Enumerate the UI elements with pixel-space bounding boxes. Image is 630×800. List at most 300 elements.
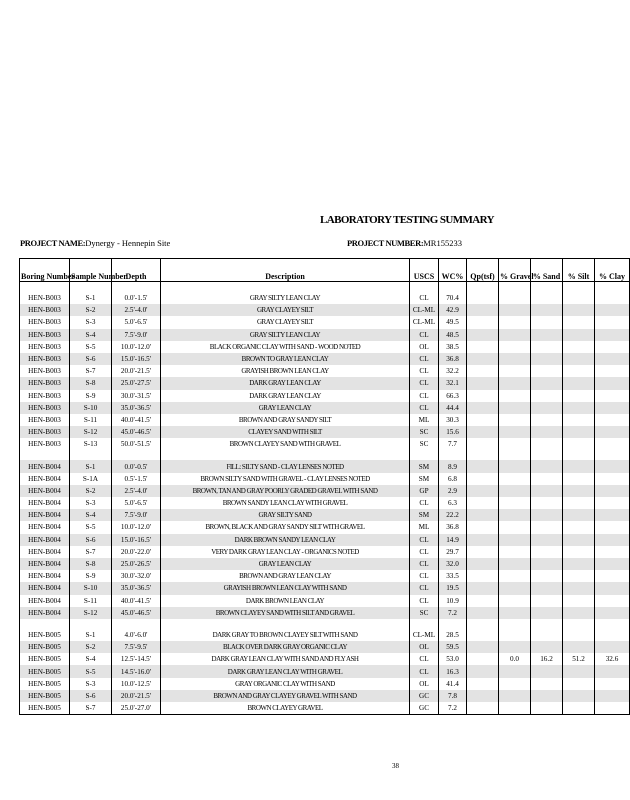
cell-uscs: CL bbox=[410, 329, 439, 341]
cell-gravel bbox=[499, 509, 531, 521]
cell-silt bbox=[563, 473, 595, 485]
cell-sand bbox=[531, 292, 563, 304]
cell-sand bbox=[531, 702, 563, 715]
cell-sand bbox=[531, 460, 563, 472]
cell-silt bbox=[563, 629, 595, 641]
cell-depth bbox=[112, 450, 161, 460]
cell-sand bbox=[531, 377, 563, 389]
cell-depth: 20.0'-22.0' bbox=[112, 546, 161, 558]
cell-uscs: ML bbox=[410, 414, 439, 426]
col-sand: % Sand bbox=[531, 259, 563, 282]
col-uscs: USCS bbox=[410, 259, 439, 282]
cell-qp bbox=[467, 390, 499, 402]
cell-uscs: CL bbox=[410, 595, 439, 607]
cell-silt bbox=[563, 607, 595, 619]
cell-uscs: OL bbox=[410, 341, 439, 353]
cell-gravel bbox=[499, 473, 531, 485]
cell-clay bbox=[595, 534, 630, 546]
cell-qp bbox=[467, 365, 499, 377]
cell-boring-number: HEN-B005 bbox=[20, 665, 70, 677]
cell-gravel bbox=[499, 341, 531, 353]
cell-depth: 2.5'-4.0' bbox=[112, 485, 161, 497]
table-row bbox=[20, 678, 630, 690]
col-wc: WC% bbox=[439, 259, 467, 282]
cell-boring-number bbox=[20, 619, 70, 629]
cell-description: GRAY SILTY SAND bbox=[161, 509, 410, 521]
cell-silt bbox=[563, 546, 595, 558]
table-header-row bbox=[20, 259, 630, 282]
cell-qp bbox=[467, 485, 499, 497]
cell-description: GRAY CLAYEY SILT bbox=[161, 304, 410, 316]
cell-sample-number: S-11 bbox=[70, 414, 112, 426]
cell-sand bbox=[531, 450, 563, 460]
cell-wc: 7.7 bbox=[439, 438, 467, 450]
cell-sample-number: S-7 bbox=[70, 365, 112, 377]
cell-gravel bbox=[499, 595, 531, 607]
cell-gravel bbox=[499, 304, 531, 316]
cell-wc bbox=[439, 282, 467, 293]
page-number: 38 bbox=[392, 762, 399, 770]
cell-boring-number: HEN-B003 bbox=[20, 426, 70, 438]
cell-description: DARK GRAY LEAN CLAY bbox=[161, 390, 410, 402]
cell-gravel bbox=[499, 460, 531, 472]
cell-gravel bbox=[499, 414, 531, 426]
cell-wc: 49.5 bbox=[439, 316, 467, 328]
table-row bbox=[20, 329, 630, 341]
cell-wc: 7.2 bbox=[439, 702, 467, 715]
cell-depth: 15.0'-16.5' bbox=[112, 534, 161, 546]
cell-wc: 10.9 bbox=[439, 595, 467, 607]
cell-wc: 70.4 bbox=[439, 292, 467, 304]
cell-wc: 6.8 bbox=[439, 473, 467, 485]
cell-boring-number: HEN-B003 bbox=[20, 353, 70, 365]
cell-depth: 35.0'-36.5' bbox=[112, 582, 161, 594]
cell-gravel bbox=[499, 292, 531, 304]
cell-sample-number: S-11 bbox=[70, 595, 112, 607]
cell-description bbox=[161, 282, 410, 293]
cell-wc: 33.5 bbox=[439, 570, 467, 582]
table-row bbox=[20, 426, 630, 438]
cell-depth: 30.0'-32.0' bbox=[112, 570, 161, 582]
cell-gravel bbox=[499, 690, 531, 702]
cell-depth: 25.0'-27.5' bbox=[112, 377, 161, 389]
cell-silt bbox=[563, 485, 595, 497]
cell-qp bbox=[467, 460, 499, 472]
cell-clay bbox=[595, 460, 630, 472]
cell-wc: 30.3 bbox=[439, 414, 467, 426]
cell-silt bbox=[563, 365, 595, 377]
cell-silt bbox=[563, 304, 595, 316]
cell-depth: 7.5'-9.5' bbox=[112, 641, 161, 653]
cell-depth: 25.0'-26.5' bbox=[112, 558, 161, 570]
cell-wc bbox=[439, 450, 467, 460]
cell-uscs: CL-ML bbox=[410, 316, 439, 328]
cell-clay bbox=[595, 690, 630, 702]
cell-boring-number: HEN-B003 bbox=[20, 292, 70, 304]
table-row bbox=[20, 473, 630, 485]
cell-depth: 0.5'-1.5' bbox=[112, 473, 161, 485]
table-row bbox=[20, 558, 630, 570]
cell-gravel bbox=[499, 558, 531, 570]
cell-sample-number: S-7 bbox=[70, 702, 112, 715]
cell-description: BROWN SILTY SAND WITH GRAVEL - CLAY LENSES NOTED bbox=[161, 473, 410, 485]
cell-depth: 45.0'-46.5' bbox=[112, 607, 161, 619]
cell-boring-number: HEN-B005 bbox=[20, 653, 70, 665]
cell-clay bbox=[595, 473, 630, 485]
table-row bbox=[20, 702, 630, 715]
cell-wc: 2.9 bbox=[439, 485, 467, 497]
cell-boring-number: HEN-B004 bbox=[20, 473, 70, 485]
cell-description: FILL: SILTY SAND - CLAY LENSES NOTED bbox=[161, 460, 410, 472]
cell-sand bbox=[531, 619, 563, 629]
cell-uscs: SM bbox=[410, 460, 439, 472]
cell-uscs: CL bbox=[410, 292, 439, 304]
cell-gravel bbox=[499, 390, 531, 402]
cell-clay bbox=[595, 595, 630, 607]
cell-uscs: SC bbox=[410, 438, 439, 450]
cell-silt bbox=[563, 521, 595, 533]
cell-sand bbox=[531, 629, 563, 641]
cell-silt bbox=[563, 509, 595, 521]
table-row bbox=[20, 582, 630, 594]
cell-clay bbox=[595, 509, 630, 521]
cell-description: GRAY CLAYEY SILT bbox=[161, 316, 410, 328]
cell-wc: 36.8 bbox=[439, 521, 467, 533]
cell-depth: 15.0'-16.5' bbox=[112, 353, 161, 365]
cell-sample-number: S-6 bbox=[70, 534, 112, 546]
cell-description: BROWN CLAYEY GRAVEL bbox=[161, 702, 410, 715]
cell-sample-number: S-10 bbox=[70, 402, 112, 414]
cell-boring-number: HEN-B003 bbox=[20, 402, 70, 414]
cell-sand bbox=[531, 558, 563, 570]
cell-qp bbox=[467, 292, 499, 304]
cell-wc: 8.9 bbox=[439, 460, 467, 472]
cell-gravel bbox=[499, 365, 531, 377]
table-row bbox=[20, 485, 630, 497]
cell-sample-number: S-1 bbox=[70, 460, 112, 472]
cell-clay bbox=[595, 402, 630, 414]
cell-sample-number: S-3 bbox=[70, 316, 112, 328]
cell-clay bbox=[595, 341, 630, 353]
cell-clay bbox=[595, 629, 630, 641]
cell-boring-number: HEN-B004 bbox=[20, 485, 70, 497]
cell-sample-number: S-1A bbox=[70, 473, 112, 485]
cell-gravel bbox=[499, 497, 531, 509]
cell-wc bbox=[439, 619, 467, 629]
table-row bbox=[20, 365, 630, 377]
table-row bbox=[20, 521, 630, 533]
cell-gravel bbox=[499, 665, 531, 677]
cell-sand bbox=[531, 497, 563, 509]
cell-depth: 35.0'-36.5' bbox=[112, 402, 161, 414]
cell-wc: 48.5 bbox=[439, 329, 467, 341]
cell-silt bbox=[563, 690, 595, 702]
cell-description: VERY DARK GRAY LEAN CLAY - ORGANICS NOTED bbox=[161, 546, 410, 558]
cell-sand: 16.2 bbox=[531, 653, 563, 665]
cell-wc: 38.5 bbox=[439, 341, 467, 353]
cell-qp bbox=[467, 619, 499, 629]
cell-gravel bbox=[499, 619, 531, 629]
cell-silt bbox=[563, 316, 595, 328]
cell-uscs: SM bbox=[410, 509, 439, 521]
cell-description: BROWN, TAN AND GRAY POORLY GRADED GRAVEL WITH SAND bbox=[161, 485, 410, 497]
cell-clay bbox=[595, 353, 630, 365]
cell-wc: 6.3 bbox=[439, 497, 467, 509]
cell-sand bbox=[531, 678, 563, 690]
cell-silt bbox=[563, 497, 595, 509]
cell-silt bbox=[563, 460, 595, 472]
cell-silt bbox=[563, 595, 595, 607]
cell-uscs: GC bbox=[410, 690, 439, 702]
cell-qp bbox=[467, 316, 499, 328]
cell-sample-number: S-12 bbox=[70, 426, 112, 438]
cell-qp bbox=[467, 534, 499, 546]
lab-testing-table bbox=[19, 258, 630, 715]
cell-gravel bbox=[499, 546, 531, 558]
cell-boring-number: HEN-B004 bbox=[20, 509, 70, 521]
cell-sample-number bbox=[70, 450, 112, 460]
cell-uscs bbox=[410, 282, 439, 293]
cell-wc: 32.2 bbox=[439, 365, 467, 377]
cell-uscs: OL bbox=[410, 641, 439, 653]
cell-qp bbox=[467, 282, 499, 293]
cell-gravel bbox=[499, 353, 531, 365]
cell-uscs: CL bbox=[410, 497, 439, 509]
cell-clay bbox=[595, 546, 630, 558]
cell-depth: 20.0'-21.5' bbox=[112, 690, 161, 702]
table-row bbox=[20, 653, 630, 665]
cell-depth: 4.0'-6.0' bbox=[112, 629, 161, 641]
cell-uscs: GP bbox=[410, 485, 439, 497]
cell-description: BLACK ORGANIC CLAY WITH SAND - WOOD NOTED bbox=[161, 341, 410, 353]
cell-qp bbox=[467, 629, 499, 641]
cell-clay bbox=[595, 641, 630, 653]
cell-silt bbox=[563, 438, 595, 450]
cell-sand bbox=[531, 329, 563, 341]
cell-boring-number: HEN-B004 bbox=[20, 570, 70, 582]
cell-clay bbox=[595, 316, 630, 328]
project-name-label: PROJECT NAME: bbox=[20, 238, 86, 248]
cell-clay bbox=[595, 377, 630, 389]
cell-description: DARK GRAY LEAN CLAY bbox=[161, 377, 410, 389]
cell-description: BROWN AND GRAY SANDY SILT bbox=[161, 414, 410, 426]
cell-silt bbox=[563, 341, 595, 353]
cell-sand bbox=[531, 570, 563, 582]
cell-sample-number: S-4 bbox=[70, 509, 112, 521]
table-row bbox=[20, 304, 630, 316]
cell-depth: 2.5'-4.0' bbox=[112, 304, 161, 316]
table-body bbox=[20, 282, 630, 715]
cell-sample-number: S-2 bbox=[70, 641, 112, 653]
cell-uscs: OL bbox=[410, 678, 439, 690]
cell-depth: 0.0'-1.5' bbox=[112, 292, 161, 304]
col-gravel: % Gravel bbox=[499, 259, 531, 282]
cell-clay bbox=[595, 304, 630, 316]
cell-sample-number: S-2 bbox=[70, 485, 112, 497]
table-row bbox=[20, 641, 630, 653]
cell-description: DARK GRAY LEAN CLAY WITH GRAVEL bbox=[161, 665, 410, 677]
cell-description: BROWN AND GRAY CLAYEY GRAVEL WITH SAND bbox=[161, 690, 410, 702]
cell-sample-number: S-9 bbox=[70, 570, 112, 582]
cell-sample-number: S-5 bbox=[70, 665, 112, 677]
cell-depth: 7.5'-9.0' bbox=[112, 509, 161, 521]
cell-depth: 0.0'-0.5' bbox=[112, 460, 161, 472]
cell-qp bbox=[467, 558, 499, 570]
cell-sample-number: S-3 bbox=[70, 497, 112, 509]
cell-description: BLACK OVER DARK GRAY ORGANIC CLAY bbox=[161, 641, 410, 653]
cell-silt bbox=[563, 582, 595, 594]
cell-clay bbox=[595, 426, 630, 438]
cell-qp bbox=[467, 641, 499, 653]
cell-wc: 14.9 bbox=[439, 534, 467, 546]
cell-wc: 41.4 bbox=[439, 678, 467, 690]
cell-description: BROWN CLAYEY SAND WITH SILT AND GRAVEL bbox=[161, 607, 410, 619]
table-row bbox=[20, 665, 630, 677]
cell-silt bbox=[563, 665, 595, 677]
cell-silt: 51.2 bbox=[563, 653, 595, 665]
col-sample-number: Sample Number bbox=[70, 259, 112, 282]
cell-sand bbox=[531, 365, 563, 377]
project-name-value: Dynergy - Hennepin Site bbox=[85, 238, 171, 248]
cell-wc: 59.5 bbox=[439, 641, 467, 653]
col-boring-number: Boring Number bbox=[20, 259, 70, 282]
cell-sand bbox=[531, 390, 563, 402]
cell-wc: 32.1 bbox=[439, 377, 467, 389]
cell-clay bbox=[595, 607, 630, 619]
cell-gravel bbox=[499, 329, 531, 341]
table-row bbox=[20, 402, 630, 414]
cell-uscs: SC bbox=[410, 607, 439, 619]
cell-qp bbox=[467, 595, 499, 607]
page-title: LABORATORY TESTING SUMMARY bbox=[320, 214, 494, 226]
cell-boring-number bbox=[20, 282, 70, 293]
cell-boring-number: HEN-B003 bbox=[20, 341, 70, 353]
table-row bbox=[20, 595, 630, 607]
cell-depth: 45.0'-46.5' bbox=[112, 426, 161, 438]
cell-qp bbox=[467, 341, 499, 353]
cell-boring-number: HEN-B005 bbox=[20, 678, 70, 690]
cell-silt bbox=[563, 414, 595, 426]
cell-silt bbox=[563, 390, 595, 402]
table-spacer-row bbox=[20, 282, 630, 293]
cell-depth: 40.0'-41.5' bbox=[112, 595, 161, 607]
cell-wc: 15.6 bbox=[439, 426, 467, 438]
table-row bbox=[20, 292, 630, 304]
cell-sample-number: S-12 bbox=[70, 607, 112, 619]
cell-sand bbox=[531, 414, 563, 426]
cell-sand bbox=[531, 353, 563, 365]
cell-qp bbox=[467, 497, 499, 509]
cell-sand bbox=[531, 665, 563, 677]
cell-depth: 14.5'-16.0' bbox=[112, 665, 161, 677]
col-silt: % Silt bbox=[563, 259, 595, 282]
project-number-label: PROJECT NUMBER: bbox=[347, 238, 424, 248]
project-number bbox=[347, 238, 462, 248]
cell-clay bbox=[595, 521, 630, 533]
cell-boring-number: HEN-B003 bbox=[20, 414, 70, 426]
cell-silt bbox=[563, 558, 595, 570]
cell-sample-number: S-1 bbox=[70, 292, 112, 304]
cell-sample-number: S-4 bbox=[70, 329, 112, 341]
cell-qp bbox=[467, 438, 499, 450]
cell-gravel bbox=[499, 629, 531, 641]
cell-clay bbox=[595, 414, 630, 426]
cell-description: BROWN AND GRAY LEAN CLAY bbox=[161, 570, 410, 582]
cell-boring-number: HEN-B004 bbox=[20, 521, 70, 533]
cell-wc: 7.2 bbox=[439, 607, 467, 619]
cell-boring-number: HEN-B004 bbox=[20, 558, 70, 570]
cell-boring-number: HEN-B003 bbox=[20, 438, 70, 450]
table-row bbox=[20, 607, 630, 619]
cell-clay bbox=[595, 619, 630, 629]
cell-description: BROWN SANDY LEAN CLAY WITH GRAVEL bbox=[161, 497, 410, 509]
cell-gravel bbox=[499, 534, 531, 546]
cell-uscs: CL bbox=[410, 582, 439, 594]
cell-uscs: CL-ML bbox=[410, 629, 439, 641]
table-row bbox=[20, 546, 630, 558]
cell-gravel bbox=[499, 450, 531, 460]
cell-sand bbox=[531, 690, 563, 702]
cell-boring-number: HEN-B004 bbox=[20, 497, 70, 509]
cell-qp bbox=[467, 304, 499, 316]
col-depth: Depth bbox=[112, 259, 161, 282]
cell-description: BROWN CLAYEY SAND WITH GRAVEL bbox=[161, 438, 410, 450]
table-row bbox=[20, 509, 630, 521]
cell-sample-number: S-5 bbox=[70, 341, 112, 353]
table-row bbox=[20, 316, 630, 328]
cell-gravel bbox=[499, 678, 531, 690]
cell-description: GRAY SILTY LEAN CLAY bbox=[161, 329, 410, 341]
cell-boring-number: HEN-B005 bbox=[20, 690, 70, 702]
cell-depth bbox=[112, 282, 161, 293]
cell-qp bbox=[467, 509, 499, 521]
cell-uscs: CL bbox=[410, 353, 439, 365]
table-row bbox=[20, 534, 630, 546]
cell-clay bbox=[595, 570, 630, 582]
cell-sample-number bbox=[70, 619, 112, 629]
cell-uscs: SM bbox=[410, 473, 439, 485]
cell-qp bbox=[467, 582, 499, 594]
cell-depth: 10.0'-12.5' bbox=[112, 678, 161, 690]
table-row bbox=[20, 690, 630, 702]
cell-sand bbox=[531, 607, 563, 619]
cell-description: GRAY SILTY LEAN CLAY bbox=[161, 292, 410, 304]
cell-gravel bbox=[499, 282, 531, 293]
cell-silt bbox=[563, 534, 595, 546]
table-row bbox=[20, 629, 630, 641]
cell-uscs bbox=[410, 450, 439, 460]
table-row bbox=[20, 570, 630, 582]
cell-gravel bbox=[499, 426, 531, 438]
table-row bbox=[20, 497, 630, 509]
cell-gravel: 0.0 bbox=[499, 653, 531, 665]
cell-boring-number: HEN-B004 bbox=[20, 534, 70, 546]
cell-uscs: CL-ML bbox=[410, 304, 439, 316]
cell-wc: 42.9 bbox=[439, 304, 467, 316]
cell-uscs: GC bbox=[410, 702, 439, 715]
cell-depth: 30.0'-31.5' bbox=[112, 390, 161, 402]
cell-clay bbox=[595, 450, 630, 460]
cell-depth: 10.0'-12.0' bbox=[112, 521, 161, 533]
table-row bbox=[20, 414, 630, 426]
col-clay: % Clay bbox=[595, 259, 630, 282]
col-qp: Qp(tsf) bbox=[467, 259, 499, 282]
cell-depth: 5.0'-6.5' bbox=[112, 497, 161, 509]
cell-sand bbox=[531, 509, 563, 521]
cell-boring-number: HEN-B003 bbox=[20, 329, 70, 341]
cell-sample-number: S-8 bbox=[70, 558, 112, 570]
cell-sand bbox=[531, 641, 563, 653]
